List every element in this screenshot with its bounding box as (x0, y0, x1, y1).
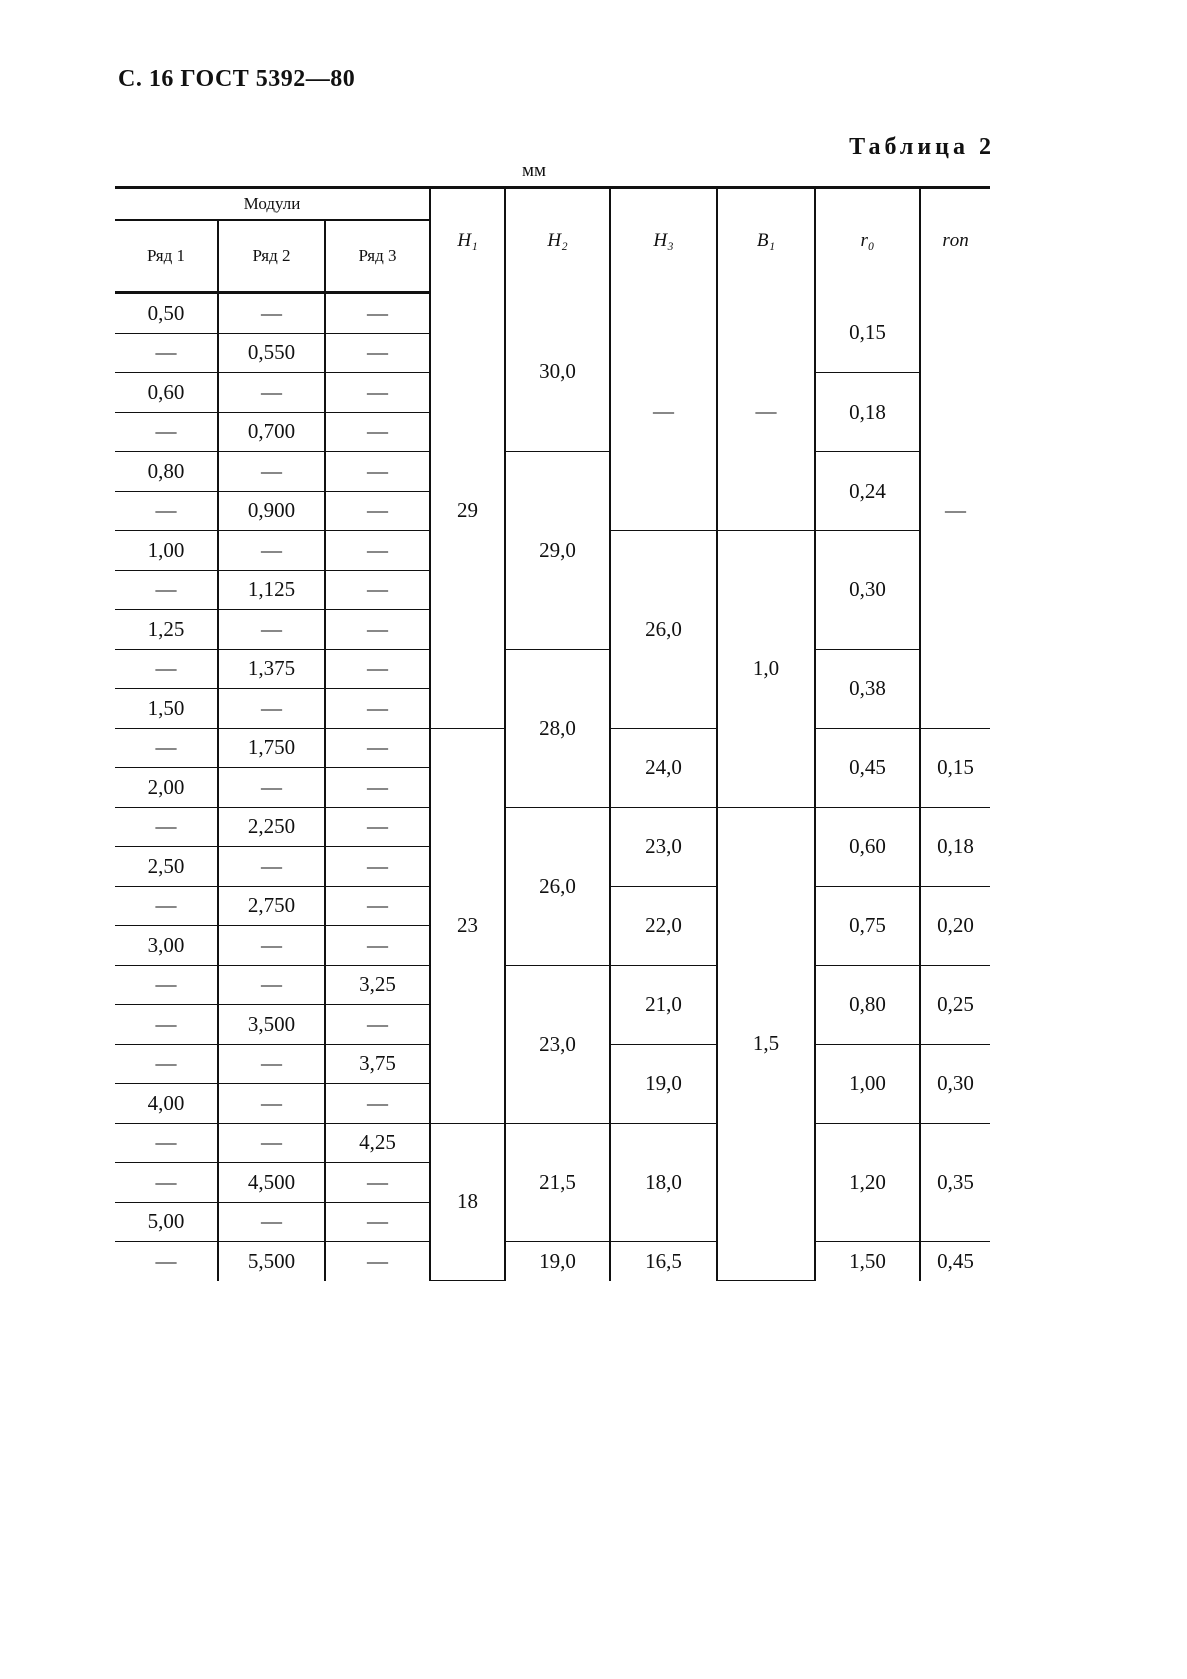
r0p-cell: — (920, 293, 990, 729)
module-series-1-cell: — (115, 807, 218, 847)
module-series-1-cell: — (115, 1163, 218, 1203)
module-series-2-cell: — (218, 293, 325, 334)
h2-cell: 29,0 (505, 452, 610, 650)
module-series-3-cell: 3,75 (325, 1044, 430, 1084)
h3-cell: 18,0 (610, 1123, 717, 1242)
module-series-2-cell: 0,700 (218, 412, 325, 452)
page-header: С. 16 ГОСТ 5392—80 (118, 66, 356, 92)
row2-header: Ряд 2 (218, 220, 325, 293)
module-series-1-cell: 4,00 (115, 1084, 218, 1124)
module-series-2-cell: — (218, 452, 325, 492)
module-series-3-cell: — (325, 491, 430, 531)
module-series-1-cell: 0,60 (115, 373, 218, 413)
module-series-1-cell: 1,50 (115, 689, 218, 729)
h3-cell: 16,5 (610, 1242, 717, 1281)
table-row (115, 452, 990, 492)
module-series-2-cell: 3,500 (218, 1005, 325, 1045)
module-series-2-cell: 5,500 (218, 1242, 325, 1281)
module-series-1-cell: — (115, 1005, 218, 1045)
row1-header: Ряд 1 (115, 220, 218, 293)
b1-cell: 1,0 (717, 531, 815, 808)
module-series-1-cell: — (115, 412, 218, 452)
module-series-2-cell: — (218, 1123, 325, 1163)
module-series-3-cell: — (325, 886, 430, 926)
h2-cell: 19,0 (505, 1242, 610, 1281)
row3-header: Ряд 3 (325, 220, 430, 293)
module-series-1-cell: 2,50 (115, 847, 218, 887)
h2-cell: 30,0 (505, 293, 610, 452)
module-series-1-cell: 1,25 (115, 610, 218, 650)
h1-header: H₁ (430, 188, 505, 293)
module-series-3-cell: — (325, 847, 430, 887)
h2-cell: 26,0 (505, 807, 610, 965)
module-series-3-cell: — (325, 728, 430, 768)
r0p-header: rоп (920, 188, 990, 293)
module-series-3-cell: — (325, 768, 430, 808)
module-series-3-cell: — (325, 570, 430, 610)
module-series-2-cell: 4,500 (218, 1163, 325, 1203)
table-title: Таблица 2 (849, 134, 995, 160)
h3-cell: 26,0 (610, 531, 717, 729)
h1-cell: 29 (430, 293, 505, 729)
module-series-2-cell: — (218, 768, 325, 808)
module-series-1-cell: — (115, 1123, 218, 1163)
h3-header: H₃ (610, 188, 717, 293)
h1-cell: 23 (430, 728, 505, 1123)
r0-cell: 0,60 (815, 807, 920, 886)
h3-cell: 24,0 (610, 728, 717, 807)
module-series-1-cell: 3,00 (115, 926, 218, 966)
module-series-2-cell: 1,750 (218, 728, 325, 768)
module-series-2-cell: — (218, 373, 325, 413)
module-series-2-cell: 1,125 (218, 570, 325, 610)
module-series-3-cell: 3,25 (325, 965, 430, 1005)
modules-header: Модули (115, 188, 430, 221)
r0p-cell: 0,45 (920, 1242, 990, 1281)
module-series-2-cell: 2,750 (218, 886, 325, 926)
h3-cell: — (610, 293, 717, 531)
module-series-1-cell: 1,00 (115, 531, 218, 571)
module-series-1-cell: — (115, 570, 218, 610)
r0p-cell: 0,18 (920, 807, 990, 886)
dimensions-table (115, 186, 990, 1281)
r0p-cell: 0,25 (920, 965, 990, 1044)
h2-cell: 23,0 (505, 965, 610, 1123)
r0-cell: 0,38 (815, 649, 920, 728)
unit-label: мм (522, 160, 547, 181)
module-series-1-cell: — (115, 649, 218, 689)
module-series-2-cell: 1,375 (218, 649, 325, 689)
module-series-3-cell: — (325, 1242, 430, 1281)
module-series-3-cell: — (325, 452, 430, 492)
h2-cell: 21,5 (505, 1123, 610, 1242)
module-series-1-cell: — (115, 965, 218, 1005)
r0-cell: 0,75 (815, 886, 920, 965)
r0p-cell: 0,20 (920, 886, 990, 965)
module-series-2-cell: 0,900 (218, 491, 325, 531)
r0-cell: 0,30 (815, 531, 920, 650)
table-row (115, 1242, 990, 1281)
module-series-1-cell: — (115, 1044, 218, 1084)
module-series-3-cell: — (325, 807, 430, 847)
h2-header: H₂ (505, 188, 610, 293)
module-series-3-cell: — (325, 1084, 430, 1124)
b1-cell: — (717, 293, 815, 531)
r0-cell: 0,15 (815, 293, 920, 373)
module-series-2-cell: — (218, 1084, 325, 1124)
h3-cell: 23,0 (610, 807, 717, 886)
table-row (115, 293, 990, 334)
module-series-1-cell: 0,50 (115, 293, 218, 334)
r0-cell: 1,50 (815, 1242, 920, 1281)
module-series-1-cell: 2,00 (115, 768, 218, 808)
r0-cell: 1,20 (815, 1123, 920, 1242)
r0p-cell: 0,35 (920, 1123, 990, 1242)
table-body (115, 293, 990, 1281)
module-series-2-cell: 2,250 (218, 807, 325, 847)
table-row (115, 649, 990, 689)
module-series-3-cell: 4,25 (325, 1123, 430, 1163)
module-series-2-cell: — (218, 965, 325, 1005)
h1-cell: 18 (430, 1123, 505, 1281)
module-series-3-cell: — (325, 926, 430, 966)
b1-cell: 1,5 (717, 807, 815, 1281)
table-row (115, 1123, 990, 1163)
module-series-3-cell: — (325, 293, 430, 334)
r0-cell: 0,24 (815, 452, 920, 531)
module-series-3-cell: — (325, 333, 430, 373)
module-series-1-cell: 0,80 (115, 452, 218, 492)
b1-header: B₁ (717, 188, 815, 293)
module-series-3-cell: — (325, 1163, 430, 1203)
h3-cell: 22,0 (610, 886, 717, 965)
module-series-3-cell: — (325, 373, 430, 413)
r0-cell: 0,45 (815, 728, 920, 807)
h3-cell: 21,0 (610, 965, 717, 1044)
module-series-3-cell: — (325, 649, 430, 689)
r0-cell: 0,18 (815, 373, 920, 452)
h2-cell: 28,0 (505, 649, 610, 807)
module-series-2-cell: — (218, 531, 325, 571)
module-series-1-cell: — (115, 333, 218, 373)
module-series-3-cell: — (325, 1005, 430, 1045)
module-series-2-cell: — (218, 1044, 325, 1084)
module-series-3-cell: — (325, 531, 430, 571)
module-series-1-cell: — (115, 728, 218, 768)
module-series-1-cell: — (115, 886, 218, 926)
table-row (115, 807, 990, 847)
module-series-2-cell: 0,550 (218, 333, 325, 373)
r0-cell: 0,80 (815, 965, 920, 1044)
module-series-2-cell: — (218, 610, 325, 650)
module-series-2-cell: — (218, 689, 325, 729)
module-series-1-cell: — (155, 1248, 177, 1273)
r0p-cell: 0,30 (920, 1044, 990, 1123)
r0-cell: 1,00 (815, 1044, 920, 1123)
module-series-3-cell: — (325, 1202, 430, 1242)
module-series-1-cell: — (115, 491, 218, 531)
r0-header: r₀ (815, 188, 920, 293)
module-series-2-cell: — (218, 847, 325, 887)
table-row (115, 965, 990, 1005)
module-series-1-cell: 5,00 (115, 1202, 218, 1242)
module-series-3-cell: — (325, 412, 430, 452)
module-series-3-cell: — (325, 610, 430, 650)
r0p-cell: 0,15 (920, 728, 990, 807)
h3-cell: 19,0 (610, 1044, 717, 1123)
module-series-2-cell: — (218, 1202, 325, 1242)
module-series-3-cell: — (325, 689, 430, 729)
module-series-2-cell: — (218, 926, 325, 966)
